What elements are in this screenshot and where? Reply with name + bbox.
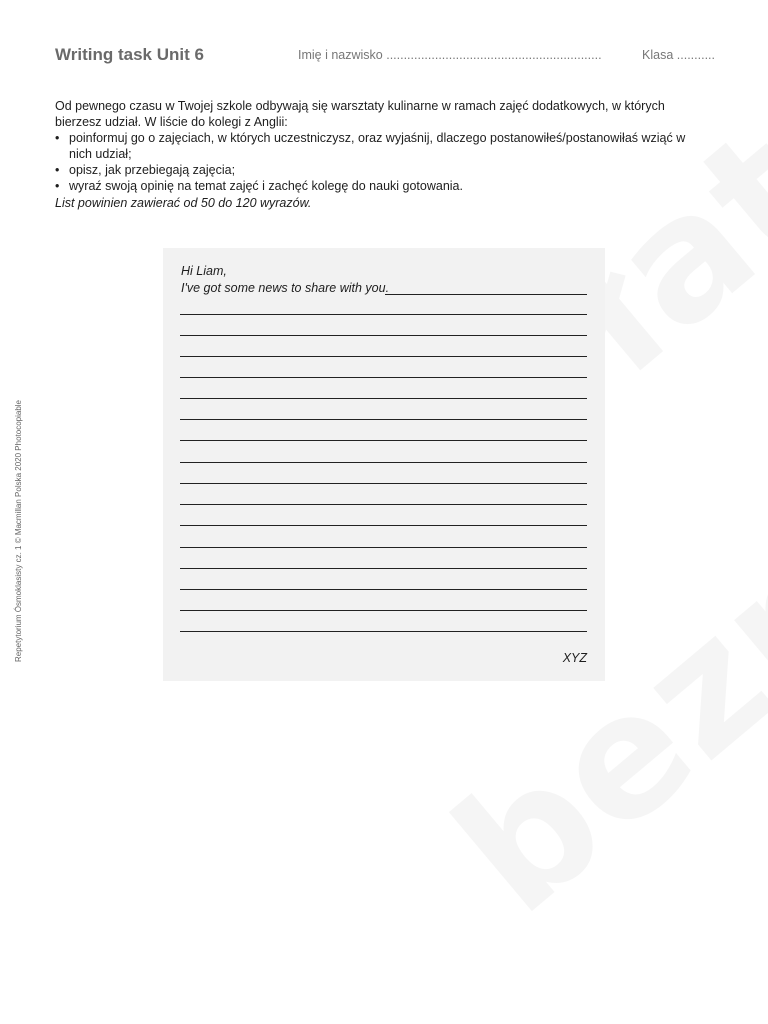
writing-line[interactable] xyxy=(180,377,587,378)
writing-line[interactable] xyxy=(180,335,587,336)
copyright-note: Repetytorium Ósmoklasisty cz. 1 © Macmillan Polska 2020 Photocopiable xyxy=(14,399,23,662)
page-title: Writing task Unit 6 xyxy=(55,45,204,64)
writing-line[interactable] xyxy=(180,589,587,590)
letter-greeting: Hi Liam, xyxy=(181,264,227,278)
task-bullet: • poinformuj go o zajęciach, w których uczestniczysz, oraz wyjaśnij, dlaczego postanowiłeś/postanowiłaś wziąć w nich udział; xyxy=(55,130,695,162)
writing-line[interactable] xyxy=(180,483,587,484)
writing-line[interactable] xyxy=(180,547,587,548)
writing-line[interactable] xyxy=(180,440,587,441)
writing-line[interactable] xyxy=(180,568,587,569)
writing-line[interactable] xyxy=(180,462,587,463)
task-instructions xyxy=(55,98,695,211)
writing-line[interactable] xyxy=(385,294,587,295)
writing-line[interactable] xyxy=(180,314,587,315)
writing-line[interactable] xyxy=(180,610,587,611)
task-bullet-list xyxy=(55,130,695,194)
page-header xyxy=(55,45,715,67)
writing-line[interactable] xyxy=(180,356,587,357)
writing-line[interactable] xyxy=(180,504,587,505)
letter-signature: XYZ xyxy=(562,651,587,665)
name-field[interactable]: Imię i nazwisko .............................................................. xyxy=(298,48,602,62)
writing-line[interactable] xyxy=(180,525,587,526)
word-count-note: List powinien zawierać od 50 do 120 wyrazów. xyxy=(55,196,312,210)
writing-line[interactable] xyxy=(180,398,587,399)
letter-opening: I've got some news to share with you. xyxy=(181,281,390,295)
task-bullet: • opisz, jak przebiegają zajęcia; xyxy=(55,162,695,178)
task-bullet: • wyraź swoją opinię na temat zajęć i zachęć kolegę do nauki gotowania. xyxy=(55,178,695,194)
writing-line[interactable] xyxy=(180,631,587,632)
writing-line[interactable] xyxy=(180,419,587,420)
class-field[interactable]: Klasa ........... xyxy=(642,48,715,62)
letter-writing-area[interactable] xyxy=(163,248,605,681)
task-intro: Od pewnego czasu w Twojej szkole odbywają się warsztaty kulinarne w ramach zajęć dodatkowych, w których bierzesz udział. W liście do kolegi z Anglii: xyxy=(55,99,665,129)
